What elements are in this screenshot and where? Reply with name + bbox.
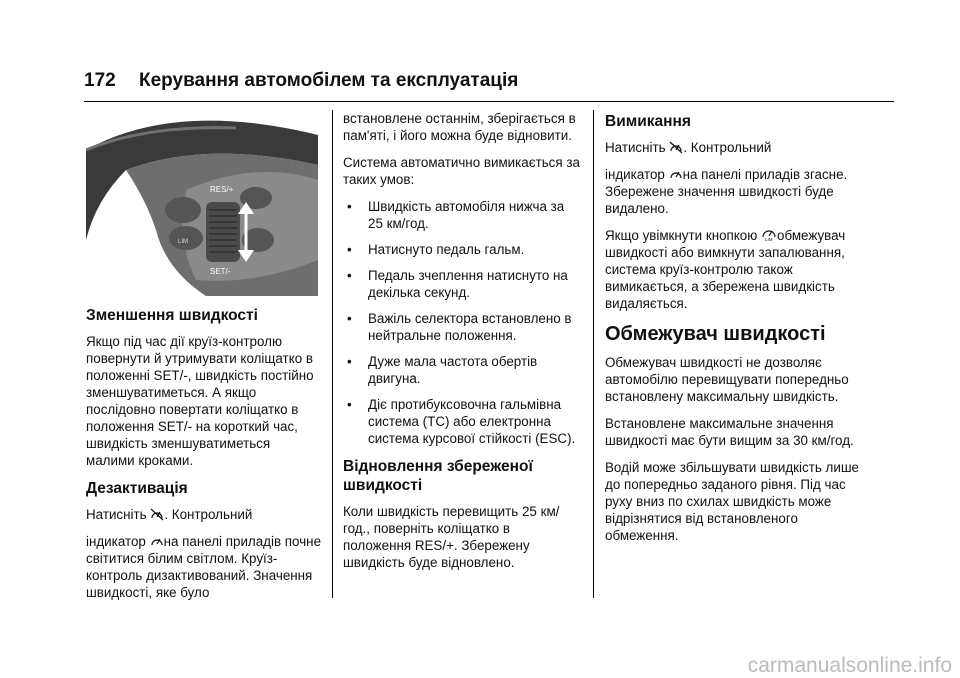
cruise-indicator-icon [150,535,164,548]
list-item: • Діє протибуксовочна гальмівна система (TC) або електронна система курсової стійкості (ESC). [343,396,581,447]
para-continuation: встановлене останнім, зберігається в пам'яті, і його можна буде відновити. [343,111,576,143]
list-item: • Педаль зчеплення натиснуто на декілька секунд. [343,267,581,301]
para-limiter-3: Водій може збільшувати швидкість лише до попередньо заданого рівня. Під час руху вниз по схилах швидкість може відрізнятися від встановленого обмеження. [605,460,860,543]
heading-reduce-speed: Зменшення швидкості [86,307,258,324]
para-press-off: Натисніть . Контрольний [86,507,253,522]
heading-restore-speed: Відновлення збереженої швидкості [343,458,533,494]
header-rule [84,101,894,102]
cruise-indicator-icon [669,168,683,181]
heading-speed-limiter: Обмежувач швидкості [605,323,826,345]
para-press-off-2: Натисніть . Контрольний [605,140,772,155]
para-indicator: індикатор на панелі приладів почне світитися білим світлом. Круїз-контроль дизактивований. Значення швидкості, яке було [86,534,322,600]
set-label: SET/- [210,267,231,276]
column-divider-1 [332,110,333,598]
list-item: • Важіль селектора встановлено в нейтральне положення. [343,310,581,344]
cruise-off-icon [150,508,164,521]
cruise-off-icon [669,141,683,154]
heading-deactivation: Дезактивація [86,480,188,497]
list-item: • Швидкість автомобіля нижча за 25 км/год. [343,198,581,232]
auto-off-conditions [343,198,581,447]
para-indicator-off: індикатор на панелі приладів згасне. Збережене значення швидкості буде видалено. [605,167,848,216]
column-3 [605,110,860,554]
para-limiter-2: Встановлене максимальне значення швидкості має бути вищим за 30 км/год. [605,416,854,448]
column-divider-2 [593,110,594,598]
page-number: 172 [84,70,116,91]
column-2 [343,110,581,581]
list-item: • Натиснуто педаль гальм. [343,241,581,258]
para-auto-off: Система автоматично вимикається за таких умов: [343,155,580,187]
column-1 [86,110,322,611]
para-restore-speed: Коли швидкість перевищить 25 км/год., поверніть коліщатко в положення RES/+. Збережену швидкість буде відновлено. [343,504,560,570]
heading-switch-off: Вимикання [605,113,691,130]
watermark: carmanualsonline.info [747,654,952,677]
res-label: RES/+ [210,185,234,194]
page-header [84,70,518,92]
chapter-title: Керування автомобілем та експлуатація [138,70,519,91]
list-item: • Дуже мала частота обертів двигуна. [343,353,581,387]
lim-label: LIM [178,239,189,245]
para-limiter-1: Обмежувач швидкості не дозволяє автомобілю перевищувати попередньо встановлену максимальну швидкість. [605,355,849,404]
speed-limiter-icon [761,227,777,242]
para-reduce-speed: Якщо під час дії круїз-контролю повернути й утримувати коліщатко в положенні SET/-, швидкість постійно зменшуватиметься. А якщо послідовно повертати коліщатко в положення SET/- на короткий час, швидкість зменшуватиметься малими кроками. [86,334,314,468]
svg-text:LIM: LIM [765,237,773,242]
steering-wheel-figure [86,110,318,296]
para-limiter-switch: Якщо увімкнути кнопкою LIM обмежувач швидкості або вимкнути запалювання, система круїз-контролю також вимикається, а збережена швидкість видаляється. [605,228,846,311]
